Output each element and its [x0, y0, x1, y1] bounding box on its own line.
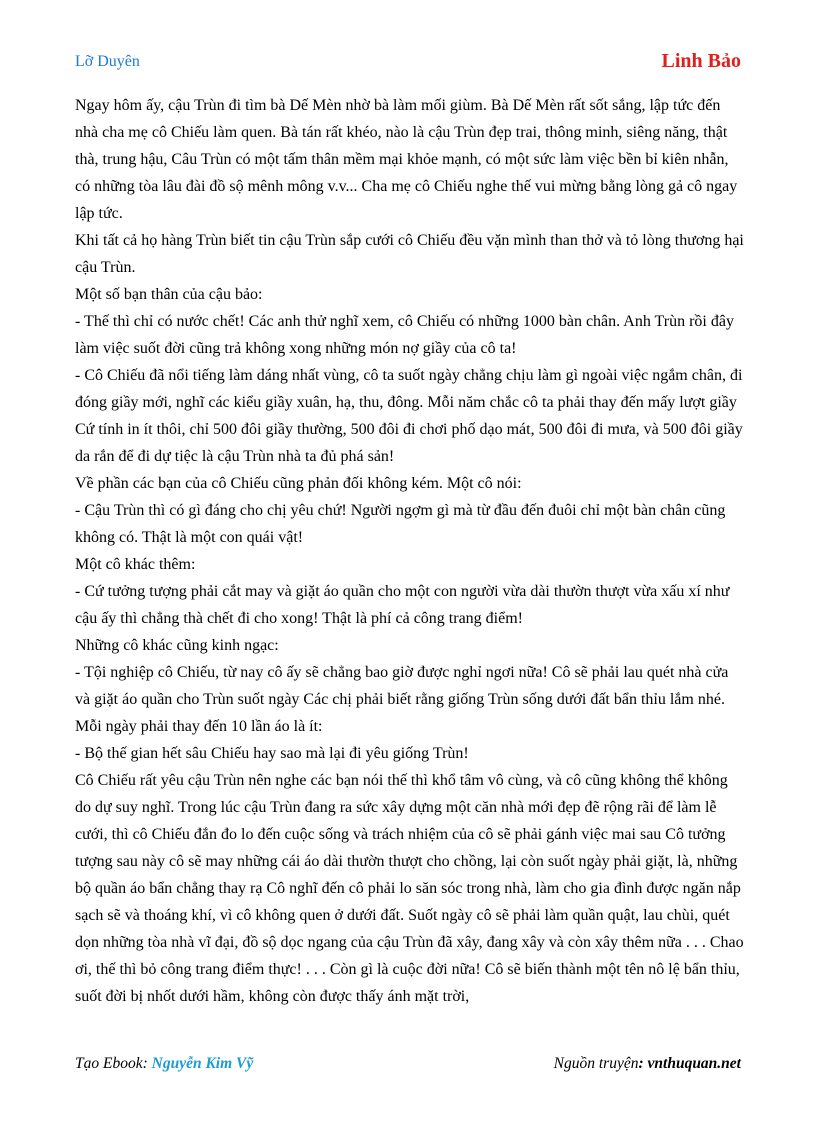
source-site: vnthuquan.net	[647, 1055, 741, 1072]
paragraph: - Bộ thế gian hết sâu Chiếu hay sao mà lại đi yêu giống Trùn!	[75, 745, 469, 762]
paragraph: - Thế thì chỉ có nước chết! Các anh thử nghĩ xem, cô Chiếu có những 1000 bàn chân. Anh Trùn rồi đây làm việc suốt đời cũng trả không xong những món nợ giầy của cô ta!	[75, 313, 734, 357]
paragraph: - Cô Chiếu đã nổi tiếng làm dáng nhất vùng, cô ta suốt ngày chẳng chịu làm gì ngoài việc ngắm chân, đi đóng giầy mới, nghĩ các kiểu giầy xuân, hạ, thu, đông. Mỗi năm chắc cô ta phải thay đến mấy lượt giầy Cứ tính in ít thôi, chỉ 500 đôi giầy thường, 500 đôi đi chơi phố dạo mát, 500 đôi đi mưa, và 500 đôi giầy da rắn để đi dự tiệc là cậu Trùn nhà ta đủ phá sản!	[75, 367, 743, 465]
ebook-credit	[75, 1055, 253, 1073]
ebook-credit-separator: :	[142, 1055, 152, 1072]
paragraph: Ngay hôm ấy, cậu Trùn đi tìm bà Dế Mèn nhờ bà làm mối giùm. Bà Dế Mèn rất sốt sắng, lập tức đến nhà cha mẹ cô Chiếu làm quen. Bà tán rất khéo, nào là cậu Trùn đẹp trai, thông minh, siêng năng, thật thà, trung hậu, Câu Trùn có một tấm thân mềm mại khỏe mạnh, có một sức làm việc bền bỉ kiên nhẫn, có những tòa lâu đài đồ sộ mênh mông v.v... Cha mẹ cô Chiếu nghe thế vui mừng bằng lòng gả cô ngay lập tức.	[75, 97, 738, 222]
source-credit-label: Nguồn truyện	[553, 1055, 639, 1072]
paragraph: Khi tất cả họ hàng Trùn biết tin cậu Trùn sắp cưới cô Chiếu đều vặn mình than thở và tỏ lòng thương hại cậu Trùn.	[75, 232, 744, 276]
paragraph: Một cô khác thêm:	[75, 556, 196, 573]
paragraph: Về phần các bạn của cô Chiếu cũng phản đối không kém. Một cô nói:	[75, 475, 522, 492]
paragraph: Một số bạn thân của cậu bảo:	[75, 286, 263, 303]
paragraph: Những cô khác cũng kinh ngạc:	[75, 637, 279, 654]
paragraph: Cô Chiếu rất yêu cậu Trùn nên nghe các bạn nói thế thì khổ tâm vô cùng, và cô cũng không thể không do dự suy nghĩ. Trong lúc cậu Trùn đang ra sức xây dựng một căn nhà mới đẹp đẽ rộng rãi để làm lễ cưới, thì cô Chiếu đắn đo lo đến cuộc sống và trách nhiệm của cô sẽ phải gánh việc mai sau Cô tưởng tượng sau này cô sẽ may những cái áo dài thườn thượt cho chồng, lại còn suốt ngày phải giặt, là, những bộ quần áo bẩn chẳng thay rạ Cô nghĩ đến cô phải lo săn sóc trong nhà, làm cho gia đình được ngăn nắp sạch sẽ và thoáng khí, vì cô không quen ở dưới đất. Suốt ngày cô sẽ phải làm quần quật, lau chùi, quét dọn những tòa nhà vĩ đại, đồ sộ dọc ngang của cậu Trùn đã xây, đang xây và còn xây thêm nữa . . . Chao ơi, thế thì bỏ công trang điểm thực! . . . Còn gì là cuộc đời nữa! Cô sẽ biến thành một tên nô lệ bẩn thỉu, suốt đời bị nhốt dưới hầm, không còn được thấy ánh mặt trời,	[75, 772, 744, 1005]
story-title: Lỡ Duyên	[75, 53, 140, 70]
page-footer	[75, 1055, 741, 1079]
source-credit-separator: :	[638, 1055, 648, 1072]
source-credit	[554, 1055, 741, 1073]
ebook-creator-name: Nguyễn Kim Vỹ	[151, 1055, 254, 1072]
paragraph: - Cậu Trùn thì có gì đáng cho chị yêu chứ! Người ngợm gì mà từ đầu đến đuôi chỉ một bàn chân cũng không có. Thật là một con quái vật!	[75, 502, 726, 546]
paragraph: - Tội nghiệp cô Chiếu, từ nay cô ấy sẽ chẳng bao giờ được nghỉ ngơi nữa! Cô sẽ phải lau quét nhà cửa và giặt áo quần cho Trùn suốt ngày Các chị phải biết rằng giống Trùn sống dưới đất bẩn thỉu lắm nhé. Mỗi ngày phải thay đến 10 lần áo là ít:	[75, 664, 729, 735]
paragraph: - Cứ tưởng tượng phải cắt may và giặt áo quần cho một con người vừa dài thườn thượt vừa xấu xí như cậu ấy thì chẳng thà chết đi cho xong! Thật là phí cả công trang điểm!	[75, 583, 730, 627]
ebook-credit-label: Tạo Ebook	[75, 1055, 143, 1072]
story-body	[75, 92, 745, 1010]
translator-name: Linh Bảo	[661, 50, 741, 72]
page-header	[75, 50, 741, 76]
